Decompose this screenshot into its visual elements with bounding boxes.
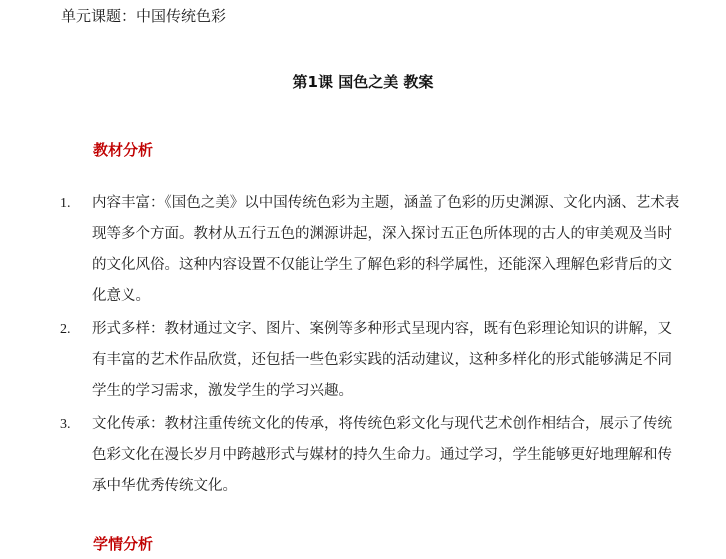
list-item-number: 2.: [60, 322, 71, 337]
section-heading-analysis: 教材分析: [93, 141, 154, 159]
list-item-text: 内容丰富：《国色之美》以中国传统色彩为主题，涵盖了色彩的历史渊源、文化内涵、艺术表现等多个方面。教材从五行五色的渊源讲起，深入探讨五正色所体现的古人的审美观及当时的文化风俗。这种内容设置不仅能让学生了解色彩的科学属性，还能深入理解色彩背后的文化意义。: [92, 195, 680, 304]
list-item: [60, 314, 680, 407]
list-item: [60, 409, 680, 502]
analysis-list: [60, 188, 680, 504]
unit-title: 单元课题：中国传统色彩: [61, 7, 227, 25]
list-item-text: 文化传承：教材注重传统文化的传承，将传统色彩文化与现代艺术创作相结合，展示了传统色彩文化在漫长岁月中跨越形式与媒材的持久生命力。通过学习，学生能够更好地理解和传承中华优秀传统文化。: [92, 416, 672, 494]
list-item: [60, 188, 680, 312]
lesson-title: 第1课 国色之美 教案: [292, 73, 434, 91]
list-item-text: 形式多样：教材通过文字、图片、案例等多种形式呈现内容，既有色彩理论知识的讲解，又有丰富的艺术作品欣赏，还包括一些色彩实践的活动建议，这种多样化的形式能够满足不同学生的学习需求，激发学生的学习兴趣。: [92, 321, 672, 399]
list-item-number: 1.: [60, 196, 71, 211]
list-item-number: 3.: [60, 417, 71, 432]
section-heading-learning: 学情分析: [93, 535, 154, 553]
